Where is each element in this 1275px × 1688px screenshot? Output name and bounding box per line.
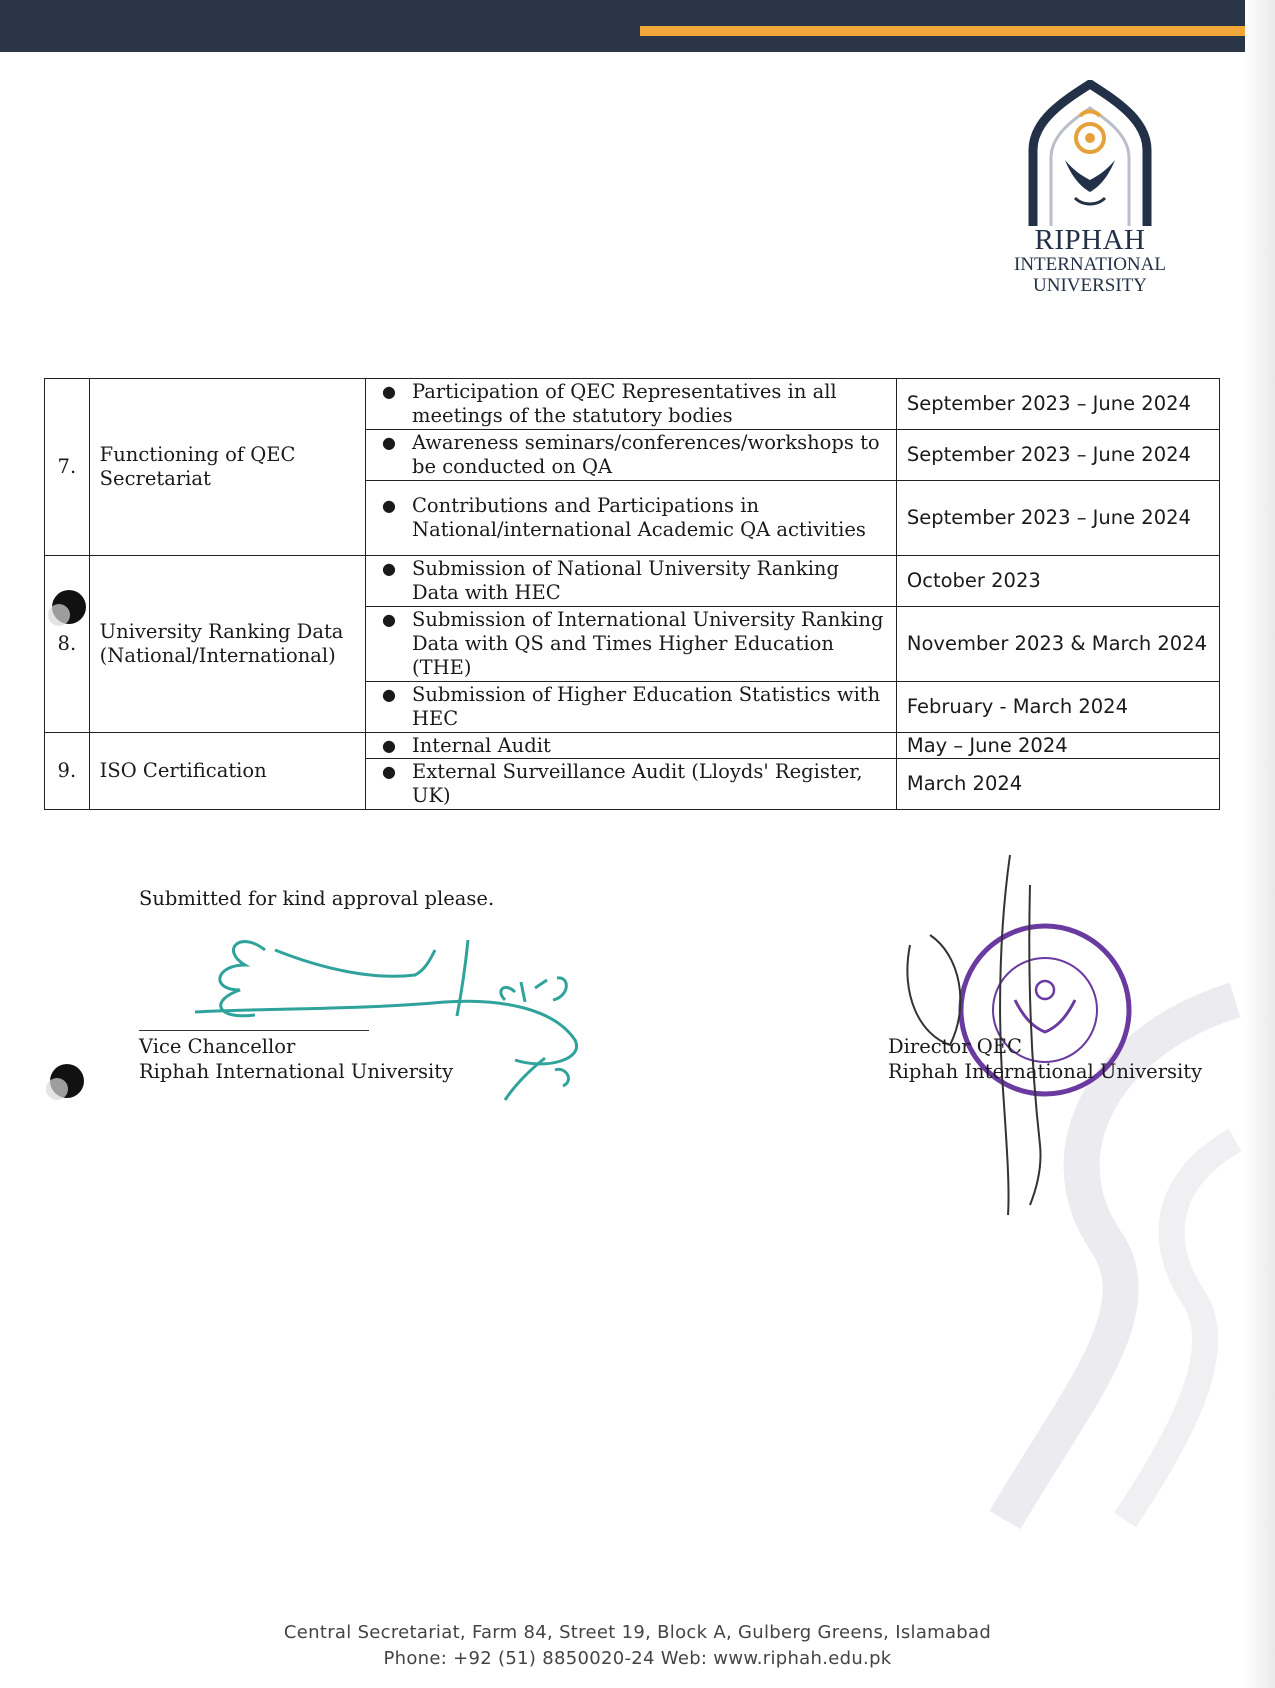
bullet-icon: ● xyxy=(382,735,396,755)
item-number: 7. xyxy=(45,379,90,556)
item-area: ISO Certification xyxy=(89,733,365,810)
date-cell: September 2023 – June 2024 xyxy=(896,379,1219,430)
footer-contact: Phone: +92 (51) 8850020-24 Web: www.riphah.edu.pk xyxy=(383,1648,892,1669)
date-cell: May – June 2024 xyxy=(896,733,1219,759)
vc-org: Riphah International University xyxy=(139,1060,454,1083)
activity-cell xyxy=(366,430,897,481)
activity-text: Submission of International University Ranking Data with QS and Times Higher Education (THE) xyxy=(412,608,884,679)
activity-cell xyxy=(366,682,897,733)
table-row xyxy=(45,733,1220,759)
bullet-icon: ● xyxy=(382,762,396,781)
university-logo xyxy=(1005,80,1175,300)
table-row xyxy=(45,556,1220,607)
bullet-icon: ● xyxy=(382,433,396,452)
activity-cell xyxy=(366,607,897,682)
date-cell: March 2024 xyxy=(896,759,1219,810)
bullet-icon: ● xyxy=(382,685,396,704)
date-cell: November 2023 & March 2024 xyxy=(896,607,1219,682)
punch-hole-icon xyxy=(50,1064,84,1098)
director-org: Riphah International University xyxy=(888,1060,1203,1083)
activity-cell xyxy=(366,733,897,759)
activity-cell xyxy=(366,759,897,810)
item-area: University Ranking Data (National/International) xyxy=(89,556,365,733)
bullet-icon: ● xyxy=(382,382,396,401)
item-area: Functioning of QEC Secretariat xyxy=(89,379,365,556)
activity-text: Contributions and Participations in National/international Academic QA activities xyxy=(412,494,866,541)
date-cell: September 2023 – June 2024 xyxy=(896,430,1219,481)
footer-address: Central Secretariat, Farm 84, Street 19, Block A, Gulberg Greens, Islamabad xyxy=(283,1622,992,1643)
punch-hole-icon xyxy=(52,590,86,624)
bullet-icon: ● xyxy=(382,610,396,629)
submission-note: Submitted for kind approval please. xyxy=(139,887,495,910)
logo-line2: UNIVERSITY xyxy=(1033,275,1147,296)
activity-text: Participation of QEC Representatives in all meetings of the statutory bodies xyxy=(412,380,837,427)
director-title: Director QEC xyxy=(888,1035,1022,1058)
scan-edge xyxy=(1245,0,1275,1688)
activity-cell xyxy=(366,481,897,556)
activity-text: Submission of National University Ranking Data with HEC xyxy=(412,557,839,604)
vice-chancellor-block xyxy=(139,1034,453,1084)
table-row xyxy=(45,379,1220,430)
vc-title: Vice Chancellor xyxy=(139,1035,296,1058)
signature-line xyxy=(139,1030,369,1031)
activity-text: External Surveillance Audit (Lloyds' Register, UK) xyxy=(412,760,863,807)
activity-cell xyxy=(366,556,897,607)
header-accent-stripe xyxy=(640,26,1245,36)
date-cell: September 2023 – June 2024 xyxy=(896,481,1219,556)
logo-line1: INTERNATIONAL xyxy=(1014,254,1166,275)
bullet-icon: ● xyxy=(382,559,396,578)
activity-text: Internal Audit xyxy=(412,733,551,757)
director-block xyxy=(888,1034,1202,1084)
qec-plan-table xyxy=(44,378,1220,810)
item-number: 9. xyxy=(45,733,90,810)
activity-text: Awareness seminars/conferences/workshops to be conducted on QA xyxy=(412,431,880,478)
date-cell: February - March 2024 xyxy=(896,682,1219,733)
logo-emblem-icon xyxy=(1025,80,1155,228)
activity-text: Submission of Higher Education Statistics with HEC xyxy=(412,683,881,730)
item-number: 8. xyxy=(45,556,90,733)
logo-name: RIPHAH xyxy=(1034,224,1146,256)
bullet-icon: ● xyxy=(382,496,396,515)
date-cell: October 2023 xyxy=(896,556,1219,607)
activity-cell xyxy=(366,379,897,430)
